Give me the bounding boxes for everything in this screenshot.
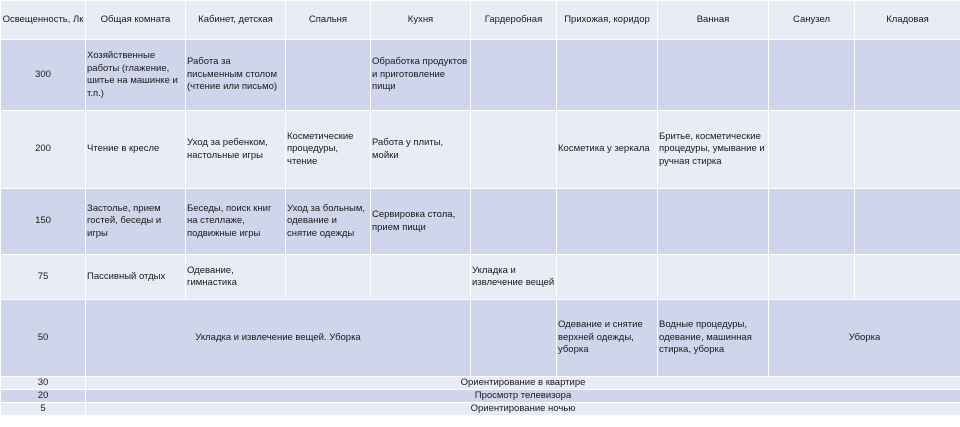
table-cell: Косметические процедуры, чтение [286,111,371,189]
table-cell: Одевание, гимнастика [186,255,286,300]
header-wardrobe: Гардеробная [471,1,557,40]
header-row [1,1,960,40]
table-row [1,390,960,403]
table-row [1,40,960,111]
merged-cell: Ориентирование в квартире [86,377,960,390]
table-cell: Работа у плиты, мойки [371,111,471,189]
table-cell: Застолье, прием гостей, беседы и игры [86,189,186,255]
table-cell [855,40,960,111]
table-row [1,255,960,300]
table-cell [286,40,371,111]
table-cell [658,189,769,255]
table-cell [471,40,557,111]
table-cell: Водные процедуры, одевание, машинная стирка, уборка [658,300,769,377]
table-cell [371,255,471,300]
table-cell: Одевание и снятие верхней одежды, уборка [557,300,658,377]
lux-value: 300 [1,40,86,111]
table-cell [855,111,960,189]
table-cell [471,111,557,189]
table-cell [855,255,960,300]
lux-value: 50 [1,300,86,377]
header-toilet: Санузел [769,1,855,40]
table-cell: Чтение в кресле [86,111,186,189]
header-study: Кабинет, детская [186,1,286,40]
table-cell: Хозяйственные работы (глажение, шитье на машинке и т.п.) [86,40,186,111]
header-living-room: Общая комната [86,1,186,40]
table-cell: Пассивный отдых [86,255,186,300]
lux-value: 5 [1,403,86,416]
merged-cell: Уборка [769,300,960,377]
merged-cell: Укладка и извлечение вещей. Уборка [86,300,471,377]
table-row [1,111,960,189]
table-row [1,403,960,416]
table-cell [769,111,855,189]
lux-value: 75 [1,255,86,300]
table-cell [557,40,658,111]
table-row [1,377,960,390]
table-cell: Обработка продуктов и приготовление пищи [371,40,471,111]
table-cell: Укладка и извлечение вещей [471,255,557,300]
table-cell: Уход за больным, одевание и снятие одежды [286,189,371,255]
table-row [1,189,960,255]
table-cell [769,189,855,255]
lux-value: 200 [1,111,86,189]
header-bathroom: Ванная [658,1,769,40]
table-cell [471,300,557,377]
table-cell [769,40,855,111]
table-cell [557,255,658,300]
merged-cell: Ориентирование ночью [86,403,960,416]
table-cell: Беседы, поиск книг на стеллаже, подвижные игры [186,189,286,255]
header-storage: Кладовая [855,1,960,40]
table-cell [286,255,371,300]
lux-value: 30 [1,377,86,390]
lux-value: 20 [1,390,86,403]
table-cell [855,189,960,255]
table-cell: Косметика у зеркала [557,111,658,189]
table-cell: Уход за ребенком, настольные игры [186,111,286,189]
merged-cell: Просмотр телевизора [86,390,960,403]
table-cell: Работа за письменным столом (чтение или письмо) [186,40,286,111]
table-cell [769,255,855,300]
header-kitchen: Кухня [371,1,471,40]
lux-value: 150 [1,189,86,255]
table-cell [658,40,769,111]
header-illuminance: Освещенность, Лк [1,1,86,40]
table-cell [471,189,557,255]
table-cell: Бритье, косметические процедуры, умывание и ручная стирка [658,111,769,189]
table-cell: Сервировка стола, прием пищи [371,189,471,255]
header-hallway: Прихожая, коридор [557,1,658,40]
table-cell [557,189,658,255]
table-row [1,300,960,377]
table-cell [658,255,769,300]
header-bedroom: Спальня [286,1,371,40]
